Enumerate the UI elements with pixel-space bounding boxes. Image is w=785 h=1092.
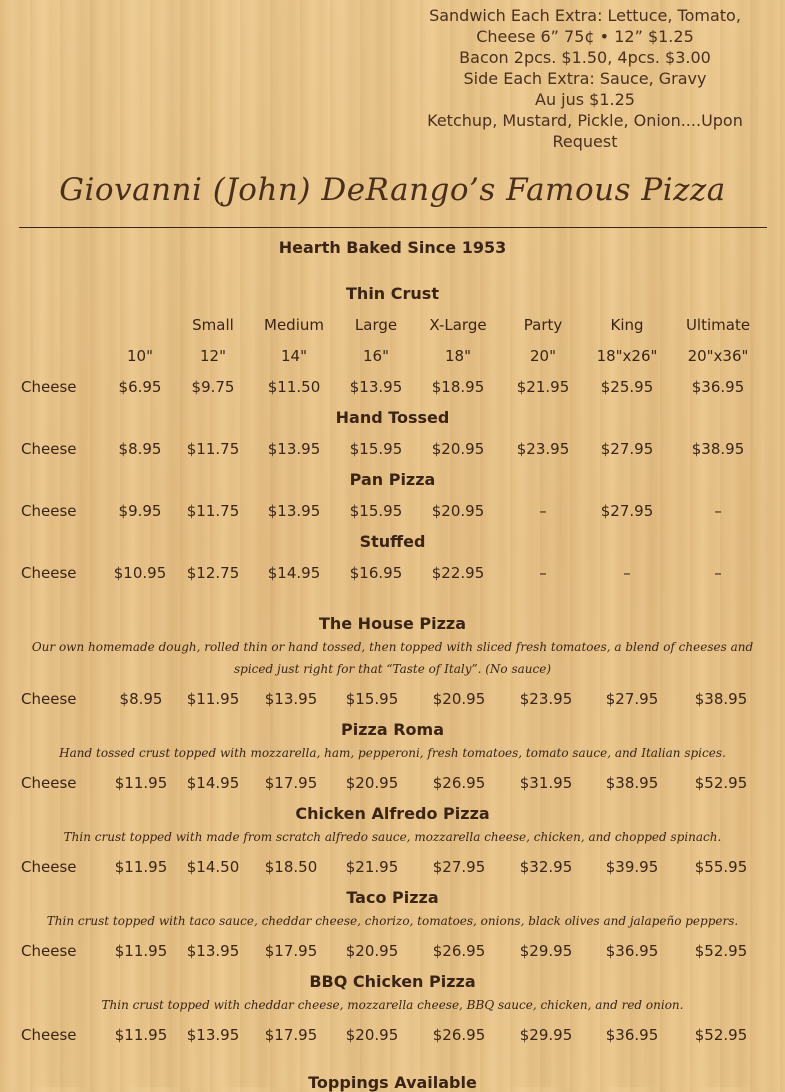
- price: $13.95: [267, 502, 321, 520]
- price: $13.95: [349, 378, 403, 396]
- extras-line: Au jus $1.25: [535, 90, 635, 109]
- price: $15.95: [349, 440, 403, 458]
- price: $55.95: [694, 858, 748, 876]
- price: –: [623, 564, 631, 582]
- price: $20.95: [431, 502, 485, 520]
- row-label: Cheese: [21, 378, 77, 396]
- price: $27.95: [600, 440, 654, 458]
- row-label: Cheese: [21, 564, 77, 582]
- section-heading-chicken-alfredo: Chicken Alfredo Pizza: [295, 804, 490, 823]
- price: $14.95: [267, 564, 321, 582]
- price: $23.95: [519, 690, 573, 708]
- price: $52.95: [694, 774, 748, 792]
- price: $20.95: [345, 774, 399, 792]
- price: $11.75: [186, 440, 240, 458]
- price-row-hand-tossed: [0, 440, 785, 462]
- price: $21.95: [516, 378, 570, 396]
- menu-subtitle: Hearth Baked Since 1953: [278, 238, 507, 257]
- price: $15.95: [345, 690, 399, 708]
- price: $22.95: [431, 564, 485, 582]
- price: $10.95: [113, 564, 167, 582]
- price: $26.95: [432, 1026, 486, 1044]
- price: $36.95: [605, 1026, 659, 1044]
- size-name: Party: [523, 316, 563, 334]
- section-heading-bbq-chicken: BBQ Chicken Pizza: [309, 972, 476, 991]
- price: –: [539, 502, 547, 520]
- title-divider: [19, 227, 767, 228]
- price: $11.95: [114, 858, 168, 876]
- price: $17.95: [264, 942, 318, 960]
- extras-line: Request: [552, 132, 618, 151]
- price: $12.75: [186, 564, 240, 582]
- description-bbq-chicken: Thin crust topped with cheddar cheese, mozzarella cheese, BBQ sauce, chicken, and red onion.: [101, 998, 684, 1012]
- price: $11.75: [186, 502, 240, 520]
- price: $11.95: [114, 942, 168, 960]
- price-row-pan-pizza: [0, 502, 785, 524]
- extras-line: Bacon 2pcs. $1.50, 4pcs. $3.00: [459, 48, 711, 67]
- menu-title: Giovanni (John) DeRango’s Famous Pizza: [59, 172, 726, 208]
- price: –: [714, 564, 722, 582]
- price: $18.95: [431, 378, 485, 396]
- row-label: Cheese: [21, 502, 77, 520]
- row-label: Cheese: [21, 774, 77, 792]
- extras-line: Ketchup, Mustard, Pickle, Onion....Upon: [427, 111, 743, 130]
- price: $17.95: [264, 1026, 318, 1044]
- price: $38.95: [605, 774, 659, 792]
- price: $20.95: [345, 1026, 399, 1044]
- price: $27.95: [605, 690, 659, 708]
- price: $11.50: [267, 378, 321, 396]
- price: $23.95: [516, 440, 570, 458]
- section-heading-thin-crust: Thin Crust: [346, 284, 439, 303]
- price: $38.95: [694, 690, 748, 708]
- size-name: Small: [192, 316, 234, 334]
- description-chicken-alfredo: Thin crust topped with made from scratch alfredo sauce, mozzarella cheese, chicken, and chopped spinach.: [63, 830, 722, 844]
- price: –: [539, 564, 547, 582]
- size-inches: 20"x36": [687, 347, 749, 365]
- extras-line: Sandwich Each Extra: Lettuce, Tomato,: [429, 6, 741, 25]
- section-heading-taco-pizza: Taco Pizza: [346, 888, 439, 907]
- price-row-chicken-alfredo: [0, 858, 785, 880]
- price: $29.95: [519, 942, 573, 960]
- row-label: Cheese: [21, 440, 77, 458]
- size-inches: 10": [127, 347, 153, 365]
- row-label: Cheese: [21, 690, 77, 708]
- description-taco-pizza: Thin crust topped with taco sauce, cheddar cheese, chorizo, tomatoes, onions, black olives and jalapeño peppers.: [46, 914, 739, 928]
- price-row-thin-crust: [0, 378, 785, 400]
- price: $29.95: [519, 1026, 573, 1044]
- size-name: Medium: [264, 316, 324, 334]
- price-row-bbq-chicken: [0, 1026, 785, 1048]
- size-inches: 18"x26": [596, 347, 658, 365]
- price: $32.95: [519, 858, 573, 876]
- size-name: Large: [354, 316, 398, 334]
- price: $27.95: [432, 858, 486, 876]
- size-name: X-Large: [429, 316, 487, 334]
- price: $26.95: [432, 942, 486, 960]
- price: $6.95: [118, 378, 162, 396]
- price: $16.95: [349, 564, 403, 582]
- price: $17.95: [264, 774, 318, 792]
- size-name: Ultimate: [685, 316, 751, 334]
- size-inches: 20": [530, 347, 556, 365]
- price: $52.95: [694, 942, 748, 960]
- price: $8.95: [118, 440, 162, 458]
- price: $15.95: [349, 502, 403, 520]
- price: $38.95: [691, 440, 745, 458]
- price: $8.95: [119, 690, 163, 708]
- price: $11.95: [114, 1026, 168, 1044]
- price: $13.95: [186, 1026, 240, 1044]
- extras-line: Side Each Extra: Sauce, Gravy: [463, 69, 707, 88]
- row-label: Cheese: [21, 858, 77, 876]
- price: $14.95: [186, 774, 240, 792]
- price: $21.95: [345, 858, 399, 876]
- price-row-stuffed: [0, 564, 785, 586]
- price: $36.95: [605, 942, 659, 960]
- section-heading-pizza-roma: Pizza Roma: [341, 720, 444, 739]
- section-heading-pan-pizza: Pan Pizza: [349, 470, 436, 489]
- size-inches: 18": [445, 347, 471, 365]
- sandwich-extras: [400, 5, 770, 152]
- price: $27.95: [600, 502, 654, 520]
- section-heading-stuffed: Stuffed: [359, 532, 426, 551]
- size-inches: 12": [200, 347, 226, 365]
- price: $11.95: [186, 690, 240, 708]
- extras-line: Cheese 6” 75¢ • 12” $1.25: [476, 27, 694, 46]
- price-row-house-pizza: [0, 690, 785, 712]
- price: $20.95: [431, 440, 485, 458]
- price: $39.95: [605, 858, 659, 876]
- price: $11.95: [114, 774, 168, 792]
- price: $25.95: [600, 378, 654, 396]
- section-heading-house-pizza: The House Pizza: [318, 614, 467, 633]
- price: $26.95: [432, 774, 486, 792]
- price: $20.95: [432, 690, 486, 708]
- price: $14.50: [186, 858, 240, 876]
- size-names-row: [0, 316, 785, 338]
- price: –: [714, 502, 722, 520]
- description-pizza-roma: Hand tossed crust topped with mozzarella, ham, pepperoni, fresh tomatoes, tomato sauce, and Italian spices.: [59, 746, 726, 760]
- size-inches: 16": [363, 347, 389, 365]
- section-heading-hand-tossed: Hand Tossed: [335, 408, 450, 427]
- price: $13.95: [264, 690, 318, 708]
- price: $13.95: [186, 942, 240, 960]
- price: $36.95: [691, 378, 745, 396]
- price: $9.75: [191, 378, 235, 396]
- price: $31.95: [519, 774, 573, 792]
- row-label: Cheese: [21, 1026, 77, 1044]
- size-name: King: [610, 316, 644, 334]
- price: $13.95: [267, 440, 321, 458]
- price: $52.95: [694, 1026, 748, 1044]
- price-row-pizza-roma: [0, 774, 785, 796]
- price-row-taco-pizza: [0, 942, 785, 964]
- size-inches: 14": [281, 347, 307, 365]
- row-label: Cheese: [21, 942, 77, 960]
- price: $20.95: [345, 942, 399, 960]
- section-heading-toppings: Toppings Available: [308, 1073, 477, 1092]
- price: $9.95: [118, 502, 162, 520]
- description-house-pizza: Our own homemade dough, rolled thin or hand tossed, then topped with sliced fresh tomatoes, a blend of cheeses and spiced just right for that “Taste of Italy”. (No sauce): [31, 640, 754, 676]
- size-inches-row: [0, 347, 785, 369]
- price: $18.50: [264, 858, 318, 876]
